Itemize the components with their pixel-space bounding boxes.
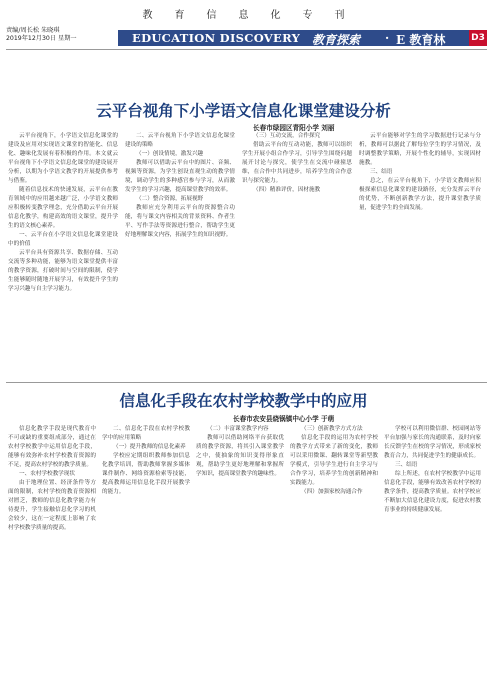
article-2-column: [196, 425, 284, 683]
article-1-paragraph: 随着信息技术的快速发展，云平台在教育领域中的应用越来越广泛，小学语文教师应积极转变教学理念，充分借助云平台开展信息化教学，构建高效的语文课堂，提升学生的语文核心素养。: [8, 187, 118, 229]
article-2-subheading: 一、农村学校教学现状: [19, 471, 75, 477]
article-2-subheading: （二）丰富课堂教学内容: [207, 426, 269, 432]
article-divider-rule: [6, 382, 487, 383]
article-2-paragraph: 由于地理位置、经济条件等方面的限制，农村学校的教育资源相对匮乏，教师的信息化教学能力有待提升，学生接触信息化学习的机会较少，这在一定程度上影响了农村学校教学质量的提高。: [8, 480, 96, 531]
article-1-subheading: 二、云平台视角下小学语文信息化课堂建设的策略: [125, 133, 235, 148]
article-1-column: [359, 132, 481, 378]
article-1-paragraph: 云平台视角下，小学语文信息化课堂的建设及应用对实现语文课堂的智能化、信息化、趣味化发展有着积极的作用。本文就云平台视角下小学语文信息化课堂的建设展开分析，以期为小学语文教学的开展提供参考与借鉴。: [8, 133, 118, 184]
article-2-column: [8, 425, 96, 683]
article-1-column: [125, 132, 235, 378]
article-2-subheading: 三、结语: [395, 462, 418, 468]
article-1-title: 云平台视角下小学语文信息化课堂建设分析: [96, 102, 391, 120]
masthead-char: 信: [206, 10, 217, 21]
article-1-subheading: （四）精准评价，因材施教: [253, 187, 321, 193]
article-2-paragraph: 学校应定期组织教师参加信息化教学培训，帮助教师掌握多媒体课件制作、网络资源检索等技能，提高教师运用信息化手段开展教学的能力。: [102, 453, 190, 495]
article-1-paragraph: 借助云平台的互动功能，教师可以组织学生开展小组合作学习，引导学生围绕问题展开讨论与探究，使学生在交流中碰撞思维，在合作中共同进步，培养学生的合作意识与探究能力。: [242, 142, 352, 184]
article-2-column: [102, 425, 190, 683]
article-2-paragraph: 教师可以借助网络平台获取优质的教学资源，将其引入课堂教学之中，使抽象的知识变得形象直观，帮助学生更好地理解和掌握所学知识，提高课堂教学的趣味性。: [196, 435, 284, 477]
masthead: [0, 6, 487, 20]
banner-chinese-title: 教育探索: [312, 33, 361, 47]
article-2-paragraph: 信息化教学手段是现代教育中不可或缺的重要组成部分，通过在农村学校教学中运用信息化手段，能够有效弥补农村学校教育资源的不足，提高农村学校的教学质量。: [8, 426, 96, 468]
masthead-char: 化: [270, 10, 281, 21]
article-2-subheading: （三）创新教学方式方法: [301, 426, 363, 432]
article-1-subheading: 三、结语: [370, 169, 393, 175]
article-1-paragraph: 云平台能够对学生的学习数据进行记录与分析，教师可以据此了解每位学生的学习情况，及时调整教学策略，开展个性化的辅导，实现因材施教。: [359, 133, 481, 166]
banner-english-title: EDUCATION DISCOVERY: [132, 31, 301, 45]
masthead-char: 教: [142, 10, 153, 21]
article-1-subheading: 一、云平台在小学语文信息化课堂建设中的价值: [8, 232, 118, 247]
article-2-paragraph: 综上所述，在农村学校教学中运用信息化手段，能够有效改善农村学校的教学条件，提高教学质量。农村学校应不断加大信息化建设力度，促进农村教育事业的持续健康发展。: [384, 471, 481, 513]
editors-line: 责编/周长松 朱晓琪: [6, 27, 60, 34]
article-1-paragraph: 教师可以借助云平台中的图片、音频、视频等资源，为学生创设直观生动的教学情境，调动学生的多种感官参与学习，从而激发学生的学习兴趣，提高课堂教学的效率。: [125, 160, 235, 193]
article-2-subheading: （四）加强家校沟通合作: [301, 489, 363, 495]
header-rule: [6, 49, 487, 50]
article-1-subheading: （一）创设情境，激发兴趣: [136, 151, 204, 157]
section-banner: [118, 30, 487, 46]
article-1-subheading: （三）互动交流，合作探究: [253, 133, 321, 139]
article-2-column: [384, 425, 481, 683]
article-1-column: [8, 132, 118, 378]
masthead-char: 息: [238, 10, 249, 21]
article-2-title: 信息化手段在农村学校教学中的应用: [119, 392, 368, 410]
article-2-column: [290, 425, 378, 683]
masthead-char: 专: [302, 10, 313, 21]
article-2-paragraph: 学校可以利用微信群、校园网站等平台加强与家长的沟通联系，及时向家长反馈学生在校的学习情况，形成家校教育合力，共同促进学生的健康成长。: [384, 426, 481, 459]
banner-separator: ·: [385, 31, 390, 45]
article-1-subheading: （二）整合资源，拓展视野: [136, 196, 204, 202]
article-1-paragraph: 云平台具有资源共享、数据存储、互动交流等多种功能，能够为语文课堂提供丰富的教学资源，打破时间与空间的限制，使学生能够随时随地开展学习，有效提升学生的学习兴趣与自主学习能力。: [8, 250, 118, 292]
banner-section-name: E 教育林: [396, 33, 446, 47]
article-2-paragraph: 信息化手段的运用为农村学校的教学方式带来了新的变化，教师可以采用微课、翻转课堂等新型教学模式，引导学生进行自主学习与合作学习，培养学生的创新精神和实践能力。: [290, 435, 378, 486]
article-2-subheading: （一）提升教师的信息化素养: [113, 444, 186, 450]
article-2-subheading: 二、信息化手段在农村学校教学中的应用策略: [102, 426, 190, 441]
article-2-byline: 长春市农安县烧锅镇中心小学 于萌: [233, 415, 335, 423]
masthead-char: 育: [174, 10, 185, 21]
article-1-paragraph: 教师应充分利用云平台的资源整合功能，将与课文内容相关的背景资料、作者生平、写作手法等资源进行整合，帮助学生更好地理解课文内容，拓展学生的知识视野。: [125, 205, 235, 238]
page-number-badge: D3: [469, 30, 487, 46]
article-1-paragraph: 总之，在云平台视角下，小学语文教师应积极探索信息化课堂的建设路径，充分发挥云平台的优势，不断创新教学方法，提升课堂教学质量，促进学生的全面发展。: [359, 178, 481, 211]
masthead-char: 刊: [334, 10, 345, 21]
article-1-column: [242, 132, 352, 378]
date-line: 2019年12月30日 星期一: [6, 35, 77, 42]
article-1-byline: 长春市绿园区青阳小学 刘丽: [253, 124, 335, 132]
